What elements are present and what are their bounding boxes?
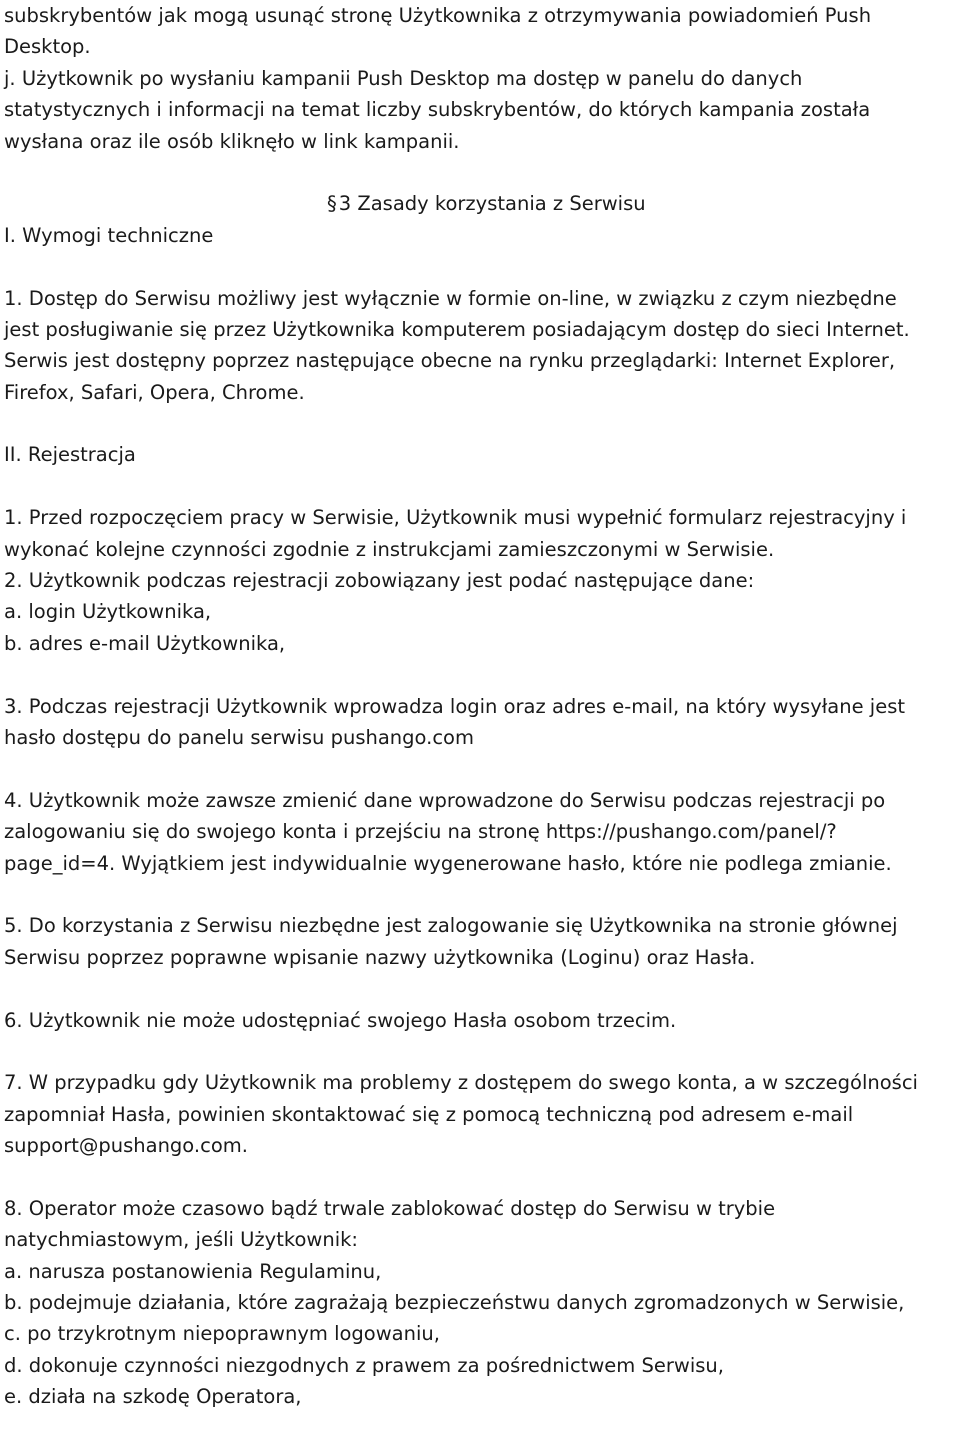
- text-line: wysłana oraz ile osób kliknęło w link kampanii.: [4, 129, 460, 153]
- text-line: subskrybentów jak mogą usunąć stronę Użytkownika z otrzymywania powiadomień Push: [4, 4, 872, 27]
- spacer: [4, 973, 956, 1004]
- spacer: [4, 1161, 956, 1192]
- registration-item-8: [4, 1193, 956, 1413]
- text-line: wykonać kolejne czynności zgodnie z instrukcjami zamieszczonymi w Serwisie.: [4, 537, 775, 561]
- text-line: 5. Do korzystania z Serwisu niezbędne jest zalogowanie się Użytkownika na stronie głównej: [4, 914, 898, 938]
- document-page: [4, 0, 956, 1413]
- text-line: hasło dostępu do panelu serwisu pushango.com: [4, 725, 474, 749]
- text-line: 1. Dostęp do Serwisu możliwy jest wyłącznie w formie on-line, w związku z czym niezbędne: [4, 286, 897, 310]
- text-line: 3. Podczas rejestracji Użytkownik wprowadza login oraz adres e-mail, na który wysyłane jest: [4, 694, 906, 718]
- text-line: natychmiastowym, jeśli Użytkownik:: [4, 1228, 358, 1252]
- text-line: Firefox, Safari, Opera, Chrome.: [4, 380, 305, 404]
- spacer: [4, 753, 956, 784]
- section-heading-text: 3 Zasady korzystania z Serwisu: [338, 192, 646, 216]
- text-line: b. adres e-mail Użytkownika,: [4, 631, 286, 655]
- spacer: [4, 879, 956, 910]
- text-line: 6. Użytkownik nie może udostępniać swojego Hasła osobom trzecim.: [4, 1008, 677, 1032]
- spacer: [4, 1036, 956, 1067]
- text-line: Serwis jest dostępny poprzez następujące obecne na rynku przeglądarki: Internet Explorer,: [4, 349, 896, 373]
- spacer: [4, 659, 956, 690]
- text-line: Serwisu poprzez poprawne wpisanie nazwy użytkownika (Loginu) oraz Hasła.: [4, 945, 756, 969]
- spacer: [4, 251, 956, 282]
- text-line: 2. Użytkownik podczas rejestracji zobowiązany jest podać następujące dane:: [4, 569, 755, 593]
- text-line: c. po trzykrotnym niepoprawnym logowaniu,: [4, 1322, 440, 1346]
- registration-items-1-2: [4, 502, 956, 659]
- text-line: j. Użytkownik po wysłaniu kampanii Push Desktop ma dostęp w panelu do danych: [4, 66, 803, 90]
- technical-requirements-paragraph: [4, 283, 956, 409]
- subsection-title-technical: I. Wymogi techniczne: [4, 223, 214, 247]
- text-line: 1. Przed rozpoczęciem pracy w Serwisie, Użytkownik musi wypełnić formularz rejestracyjny i: [4, 506, 907, 530]
- spacer: [4, 471, 956, 502]
- registration-item-5: [4, 910, 956, 973]
- section-symbol: §: [327, 192, 337, 216]
- text-line: zalogowaniu się do swojego konta i przejściu na stronę https://pushango.com/panel/?: [4, 820, 837, 844]
- text-line: jest posługiwanie się przez Użytkownika komputerem posiadającym dostęp do sieci Internet.: [4, 317, 910, 341]
- text-line: page_id=4. Wyjątkiem jest indywidualnie wygenerowane hasło, które nie podlega zmianie.: [4, 851, 892, 875]
- spacer: [4, 408, 956, 439]
- registration-item-3: [4, 691, 956, 754]
- section-heading: [4, 188, 956, 219]
- text-line: e. działa na szkodę Operatora,: [4, 1385, 302, 1409]
- registration-item-4: [4, 785, 956, 879]
- text-line: a. login Użytkownika,: [4, 600, 212, 624]
- text-line: 7. W przypadku gdy Użytkownik ma problemy z dostępem do swego konta, a w szczególności: [4, 1071, 918, 1095]
- intro-paragraph: [4, 0, 956, 157]
- text-line: b. podejmuje działania, które zagrażają bezpieczeństwu danych zgromadzonych w Serwisie,: [4, 1291, 905, 1315]
- registration-item-7: [4, 1067, 956, 1161]
- text-line: Desktop.: [4, 35, 91, 59]
- text-line: a. narusza postanowienia Regulaminu,: [4, 1259, 382, 1283]
- text-line: zapomniał Hasła, powinien skontaktować się z pomocą techniczną pod adresem e-mail: [4, 1102, 854, 1126]
- text-line: 8. Operator może czasowo bądź trwale zablokować dostęp do Serwisu w trybie: [4, 1196, 776, 1220]
- text-line: 4. Użytkownik może zawsze zmienić dane wprowadzone do Serwisu podczas rejestracji po: [4, 788, 886, 812]
- text-line: statystycznych i informacji na temat liczby subskrybentów, do których kampania została: [4, 98, 871, 122]
- subsection-title-registration: II. Rejestracja: [4, 443, 136, 467]
- registration-item-6: [4, 1005, 956, 1036]
- text-line: support@pushango.com.: [4, 1134, 248, 1158]
- spacer: [4, 157, 956, 188]
- text-line: d. dokonuje czynności niezgodnych z prawem za pośrednictwem Serwisu,: [4, 1353, 724, 1377]
